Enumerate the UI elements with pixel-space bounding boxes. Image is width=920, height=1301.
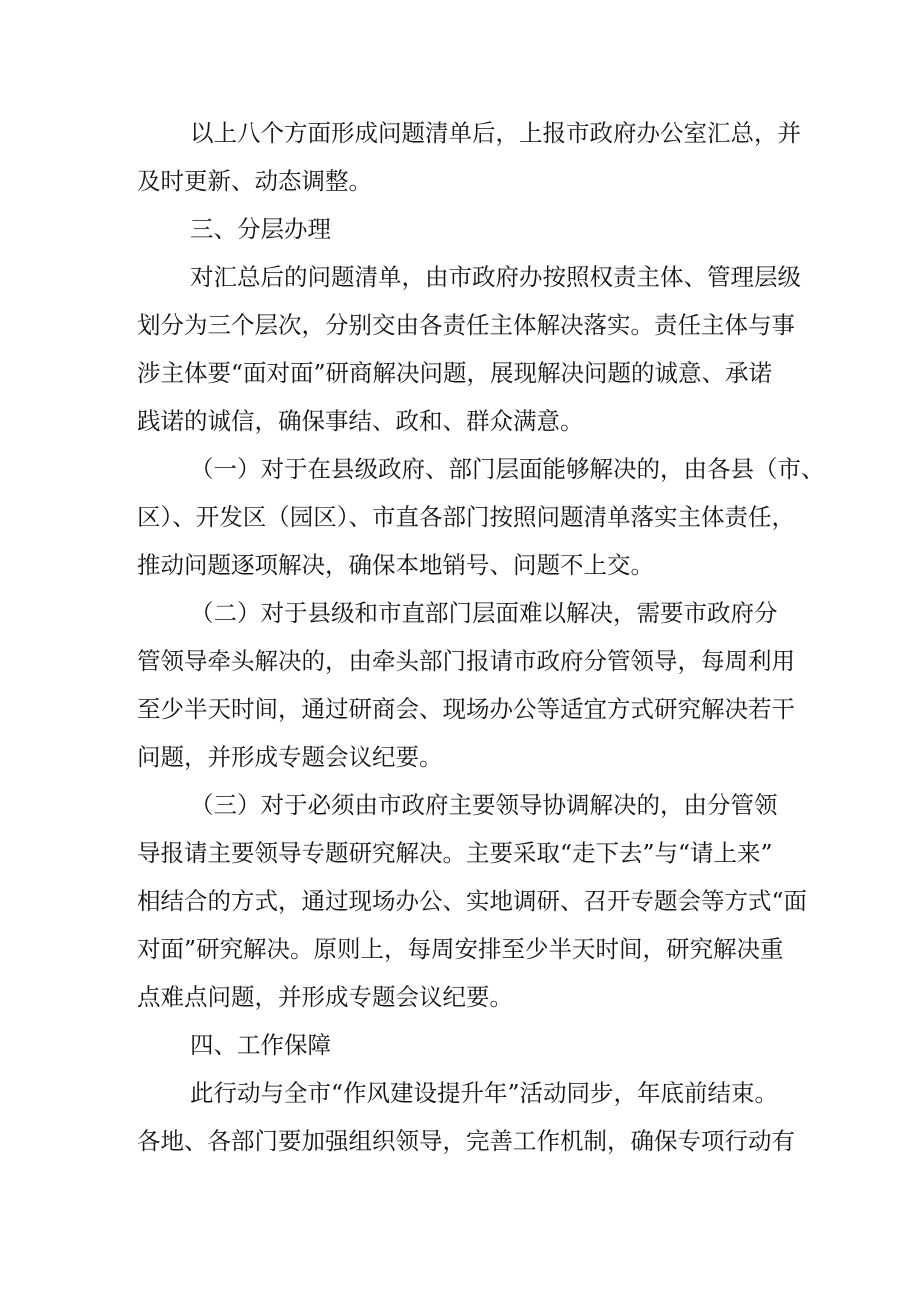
paragraph-line: （一）对于在县级政府、部门层面能够解决的，由各县（市、 [190, 455, 825, 483]
paragraph-line: 导报请主要领导专题研究解决。主要采取“走下去”与“请上来” [137, 839, 773, 867]
section-heading: 三、分层办理 [190, 215, 331, 243]
paragraph-line: 问题，并形成专题会议纪要。 [137, 743, 443, 771]
paragraph-line: （三）对于必须由市政府主要领导协调解决的，由分管领 [190, 791, 778, 819]
paragraph-line: 及时更新、动态调整。 [137, 167, 372, 195]
paragraph-line: 区）、开发区（园区）、市直各部门按照问题清单落实主体责任， [137, 503, 795, 531]
paragraph-line: 点难点问题，并形成专题会议纪要。 [137, 983, 513, 1011]
paragraph-line: 划分为三个层次，分别交由各责任主体解决落实。责任主体与事 [137, 311, 795, 339]
paragraph-line: （二）对于县级和市直部门层面难以解决，需要市政府分 [190, 599, 778, 627]
paragraph-line: 推动问题逐项解决，确保本地销号、问题不上交。 [137, 551, 654, 579]
paragraph-line: 以上八个方面形成问题清单后，上报市政府办公室汇总，并 [190, 119, 801, 147]
paragraph-line: 至少半天时间，通过研商会、现场办公等适宜方式研究解决若干 [137, 695, 795, 723]
paragraph-line: 此行动与全市“作风建设提升年”活动同步，年底前结束。 [190, 1079, 779, 1107]
section-heading: 四、工作保障 [190, 1031, 331, 1059]
paragraph-line: 管领导牵头解决的，由牵头部门报请市政府分管领导，每周利用 [137, 647, 795, 675]
paragraph-line: 涉主体要“面对面”研商解决问题，展现解决问题的诚意、承诺 [137, 359, 773, 387]
paragraph-line: 对汇总后的问题清单，由市政府办按照权责主体、管理层级 [190, 263, 801, 291]
paragraph-line: 各地、各部门要加强组织领导，完善工作机制，确保专项行动有 [137, 1127, 795, 1155]
paragraph-line: 对面”研究解决。原则上，每周安排至少半天时间，研究解决重 [137, 935, 784, 963]
paragraph-line: 相结合的方式，通过现场办公、实地调研、召开专题会等方式“面 [137, 887, 808, 915]
paragraph-line: 践诺的诚信，确保事结、政和、群众满意。 [137, 407, 584, 435]
